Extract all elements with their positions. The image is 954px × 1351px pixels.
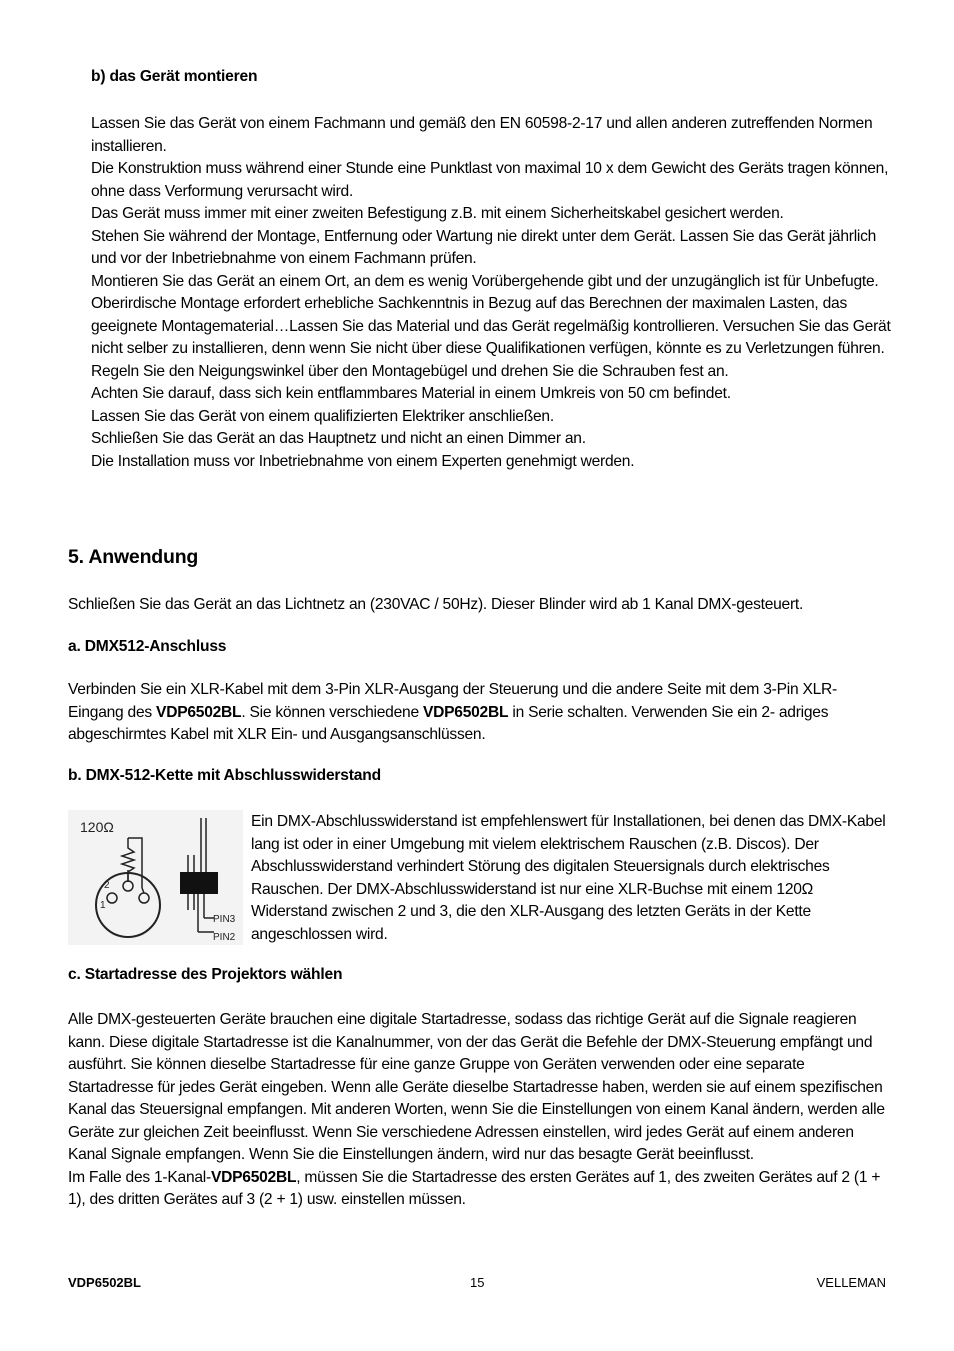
mounting-paragraph: Oberirdische Montage erfordert erhebliche Sachkenntnis in Bezug auf das Berechnen der maximalen Lasten, das geeignete Montagematerial…Lassen Sie das Material und das Gerät regelmäßig kontrollieren. Versuchen Sie das Gerät nicht selber zu installieren, denn wenn Sie nicht über diese Qualifikationen verfügen, könnte es zu Verletzungen führen. [91, 295, 891, 357]
text-run: in Serie schalten. Verwenden Sie ein 2- adriges abgeschirmtes Kabel mit XLR Ein- und Ausgangsanschlüssen. [68, 703, 829, 743]
section-5-title: 5. Anwendung [68, 546, 199, 568]
sub-c-text [68, 1009, 890, 1212]
footer-page-number: 15 [470, 1275, 485, 1290]
sub-a-title: a. DMX512-Anschluss [68, 638, 227, 655]
text-run: . Sie können verschiedene [241, 703, 423, 721]
mounting-paragraph: Lassen Sie das Gerät von einem Fachmann und gemäß den EN 60598-2-17 und allen anderen zutreffenden Normen installieren. [91, 115, 873, 155]
sub-b-title: b. DMX-512-Kette mit Abschlusswiderstand [68, 767, 381, 784]
model-name: VDP6502BL [210, 1168, 297, 1186]
mounting-instructions [91, 113, 891, 473]
mounting-paragraph: Die Konstruktion muss während einer Stunde eine Punktlast von maximal 10 x dem Gewicht des Geräts tragen können, ohne dass Verformung verursacht wird. [91, 160, 889, 200]
section-5-intro: Schließen Sie das Gerät an das Lichtnetz an (230VAC / 50Hz). Dieser Blinder wird ab 1 Kanal DMX-gesteuert. [68, 596, 804, 613]
sub-c-paragraph [68, 1167, 890, 1212]
model-name: VDP6502BL [156, 703, 242, 721]
pin3-label: PIN3 [213, 914, 236, 925]
sub-a-text [68, 679, 890, 747]
section-b-title: b) das Gerät montieren [91, 68, 258, 85]
mounting-paragraph: Montieren Sie das Gerät an einem Ort, an dem es wenig Vorübergehende gibt und der unzugänglich ist für Unbefugte. [91, 272, 879, 290]
sub-b-text: Ein DMX-Abschlusswiderstand ist empfehlenswert für Installationen, bei denen das DMX-Kabel lang ist oder in einer Umgebung mit vielem elektrischem Rauschen (z.B. Discos). Der Abschlusswiderstand verhindert Störung des digitalen Steuersignals durch elektrisches Rauschen. Der DMX-Abschlusswiderstand ist nur eine XLR-Buchse mit einem 120Ω Widerstand zwischen 2 und 3, die den XLR-Ausgang des letzten Geräts in der Kette angeschlossen wird. [251, 813, 886, 943]
text-run: Verbinden Sie ein XLR-Kabel mit dem 3-Pin XLR-Ausgang der Steuerung und die andere Seite mit dem 3-Pin XLR-Eingang des [68, 681, 837, 721]
mounting-paragraph: Regeln Sie den Neigungswinkel über den Montagebügel und drehen Sie die Schrauben fest an. [91, 362, 729, 380]
mounting-paragraph: Lassen Sie das Gerät von einem qualifizierten Elektriker anschließen. [91, 407, 554, 425]
pin-2-number: 2 [104, 880, 110, 891]
mounting-paragraph: Das Gerät muss immer mit einer zweiten Befestigung z.B. mit einem Sicherheitskabel gesichert werden. [91, 205, 784, 222]
mounting-paragraph: Achten Sie darauf, dass sich kein entflammbares Material in einem Umkreis von 50 cm befindet. [91, 385, 731, 402]
mounting-paragraph: Die Installation muss vor Inbetriebnahme von einem Experten genehmigt werden. [91, 452, 635, 470]
text-run: Im Falle des 1-Kanal- [68, 1168, 211, 1186]
model-name: VDP6502BL [422, 703, 509, 721]
text-run: , müssen Sie die Startadresse des ersten Gerätes auf 1, des zweiten Gerätes auf 2 (1 + 1), des dritten Gerätes auf 3 (2 + 1) usw. einstellen müssen. [68, 1168, 881, 1208]
pin2-label: PIN2 [213, 932, 236, 943]
footer-brand: VELLEMAN [816, 1275, 886, 1290]
sub-c-paragraph: Alle DMX-gesteuerten Geräte brauchen eine digitale Startadresse, sodass das richtige Gerät auf die Signale reagieren kann. Diese digitale Startadresse ist die Kanalnummer, von der das Gerät die Befehle der DMX-Steuerung empfängt und ausführt. Sie können dieselbe Startadresse für eine ganze Gruppe von Geräten verwenden oder eine separate Startadresse für jedes Gerät eingeben. Wenn alle Geräte dieselbe Startadresse haben, werden sie auf einem spezifischen Kanal das Steuersignal empfangen. Mit anderen Worten, wenn Sie die Einstellungen von einem Kanal ändern, werden alle Geräte zur gleichen Zeit beeinflusst. Wenn Sie verschiedene Adressen einstellen, wird jedes Gerät auf einem anderen Kanal Signale empfangen. Wenn Sie die Einstellungen ändern, wird nur das besagte Gerät beeinflusst. [68, 1011, 885, 1163]
sub-c-title: c. Startadresse des Projektors wählen [68, 966, 343, 983]
pin-1-number: 1 [100, 900, 106, 911]
footer-model: VDP6502BL [68, 1275, 141, 1290]
mounting-paragraph: Stehen Sie während der Montage, Entfernung oder Wartung nie direkt unter dem Gerät. Lassen Sie das Gerät jährlich und vor der Inbetriebnahme von einem Fachmann prüfen. [91, 227, 877, 267]
resistor-label: 120Ω [80, 819, 114, 835]
terminator-sleeve-icon [180, 872, 218, 894]
mounting-paragraph: Schließen Sie das Gerät an das Hauptnetz und nicht an einen Dimmer an. [91, 430, 586, 447]
xlr-terminator-figure [68, 810, 243, 945]
